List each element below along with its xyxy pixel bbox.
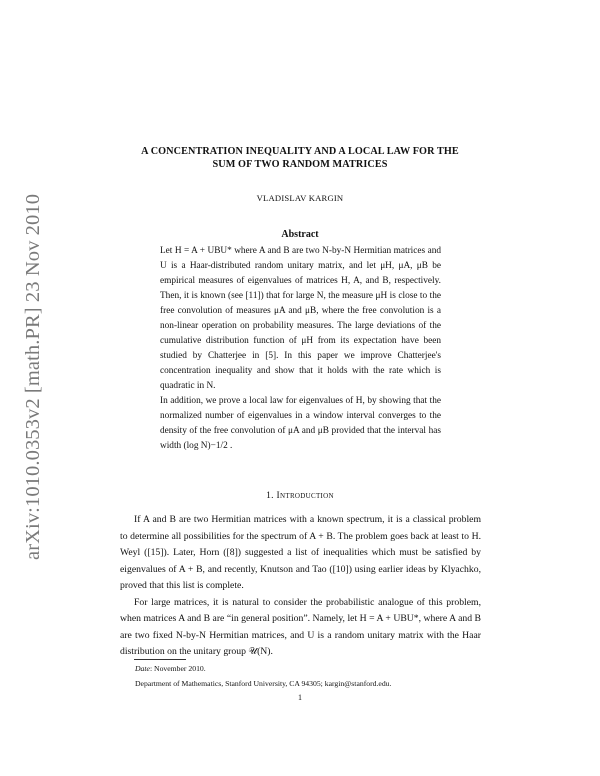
abstract-heading: Abstract (281, 229, 319, 240)
page-number: 1 (298, 693, 302, 702)
footnote-date (135, 663, 480, 675)
footnote-divider (134, 659, 186, 660)
introduction-body (120, 512, 481, 661)
arxiv-identifier-text: arXiv:1010.0353v2 [math.PR] 23 Nov 2010 (22, 193, 44, 560)
author-name: VLADISLAV KARGIN (256, 193, 344, 203)
section-number: 1. (266, 491, 274, 501)
footnote-affiliation: Department of Mathematics, Stanford University, CA 94305; kargin@stanford.edu. (135, 679, 392, 688)
section-heading (0, 491, 600, 501)
section-title: Introduction (276, 491, 334, 501)
abstract-paragraph-1: Let H = A + UBU* where A and B are two N-by-N Hermitian matrices and U is a Haar-distributed random unitary matrix, and let μH, μA, μB be empirical measures of eigenvalues of matrices H, A, and B, respectively. Then, it is known (see [11]) that for large N, the measure μH is close to the free convolution of measures μA and μB, where the free convolution is a non-linear operation on probability measures. The large deviations of the cumulative distribution function of μH from its expectation have been studied by Chatterjee in [5]. In this paper we improve Chatterjee's concentration inequality and show that it holds with the rate which is quadratic in N. (160, 246, 441, 391)
paper-title-line-1: A CONCENTRATION INEQUALITY AND A LOCAL LAW FOR THE (141, 146, 459, 157)
paper-title-line-2: SUM OF TWO RANDOM MATRICES (212, 159, 388, 170)
introduction-paragraph-1: If A and B are two Hermitian matrices with a known spectrum, it is a classical problem to determine all possibilities for the spectrum of A + B. The problem goes back at least to H. Weyl ([15]). Later, Horn ([8]) suggested a list of inequalities which must be satisfied by eigenvalues of A + B, and recently, Knutson and Tao ([10]) using earlier ideas by Klyachko, proved that this list is complete. (120, 514, 481, 591)
abstract-paragraph-2: In addition, we prove a local law for eigenvalues of H, by showing that the normalized number of eigenvalues in a window interval converges to the density of the free convolution of μA and μB provided that the interval has width (log N)−1/2 . (160, 396, 441, 451)
paper-title (0, 145, 600, 171)
abstract-body (160, 244, 441, 454)
footnote-date-label: Date (135, 664, 150, 673)
footnote-date-value: : November 2010. (149, 664, 206, 673)
introduction-paragraph-2: For large matrices, it is natural to consider the probabilistic analogue of this problem, when matrices A and B are “in general position”. Namely, let H = A + UBU*, where A and B are two fixed N-by-N Hermitian matrices, and U is a random unitary matrix with the Haar distribution on the unitary group 𝒰(N). (120, 596, 481, 657)
